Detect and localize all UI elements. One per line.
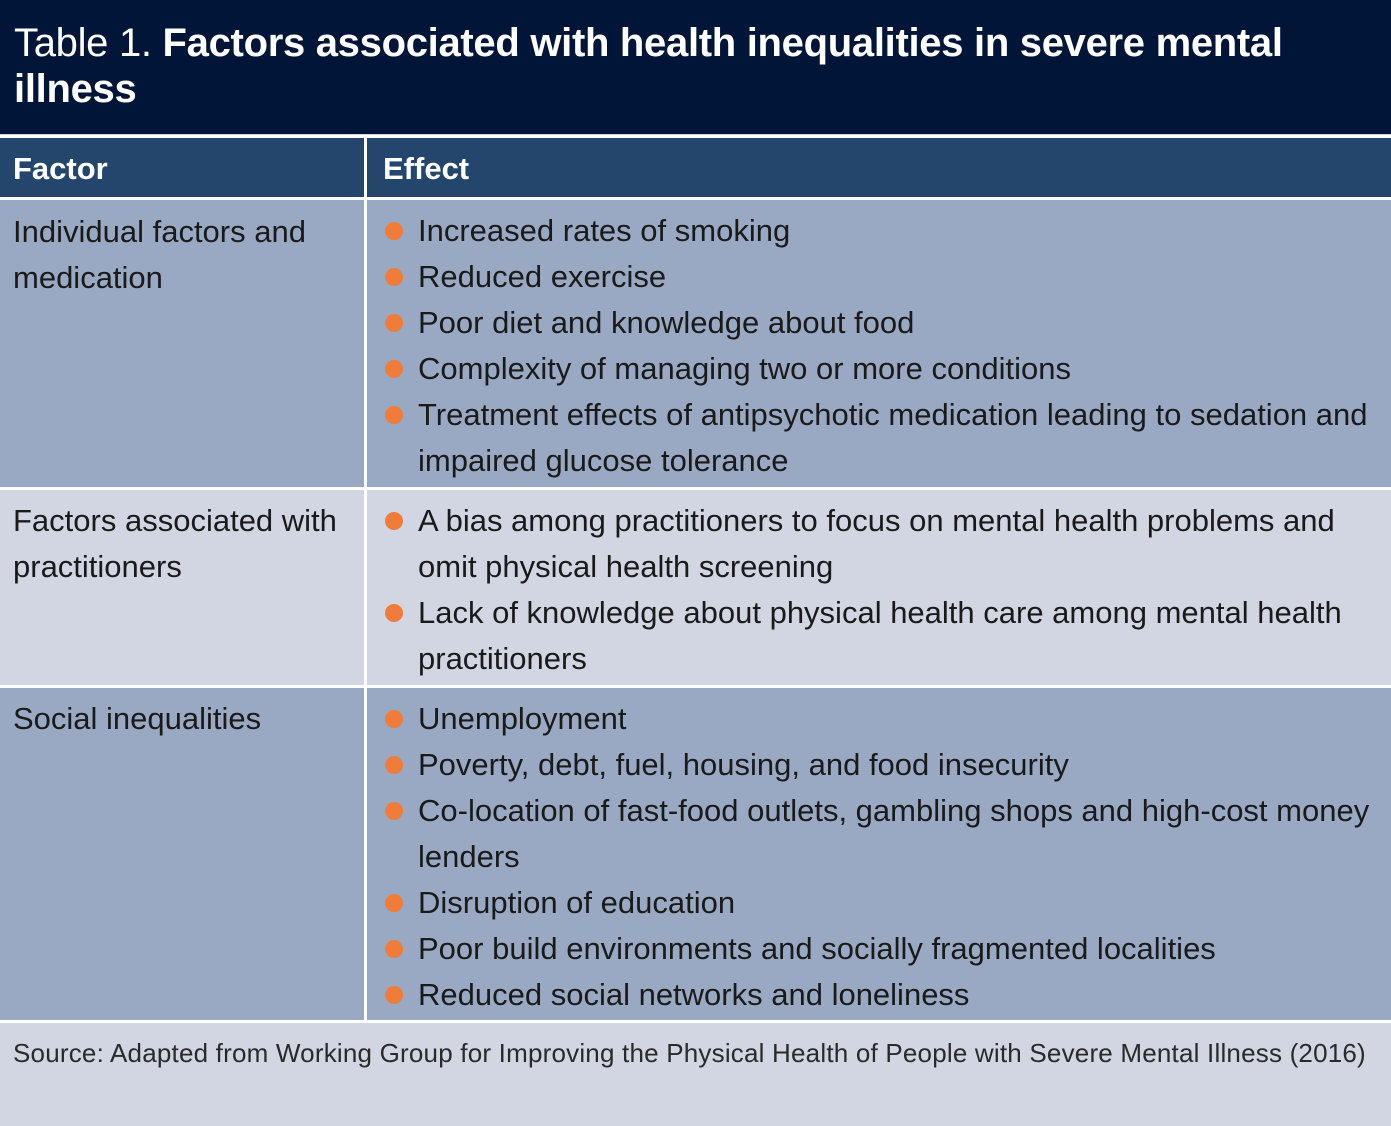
bullet-dot-icon [385,512,403,530]
list-item [383,208,1383,254]
column-header-factor: Factor [13,151,108,186]
bullet-dot-icon [385,222,403,240]
effect-text: Co-location of fast-food outlets, gambling shops and high-cost money lenders [418,793,1370,874]
column-divider [364,138,367,1020]
effect-text: Lack of knowledge about physical health care among mental health practitioners [418,595,1342,676]
effect-text: Poor build environments and socially fragmented localities [418,931,1216,966]
bullet-dot-icon [385,710,403,728]
column-header-effect: Effect [383,151,470,186]
bullet-dot-icon [385,604,403,622]
list-item [383,696,1383,742]
table-row [0,200,1391,487]
list-item [383,254,1383,300]
list-item [383,498,1383,590]
source-note: Source: Adapted from Working Group for Improving the Physical Health of People with Severe Mental Illness (2016) [13,1038,1366,1068]
effect-list [383,208,1383,484]
table-title [0,0,1391,134]
factor-cell: Social inequalities [13,701,262,736]
effect-text: A bias among practitioners to focus on mental health problems and omit physical health screening [418,503,1335,584]
effect-text: Poverty, debt, fuel, housing, and food insecurity [418,747,1069,782]
effect-text: Reduced exercise [418,259,667,294]
list-item [383,742,1383,788]
bullet-dot-icon [385,756,403,774]
bullet-dot-icon [385,894,403,912]
bullet-dot-icon [385,940,403,958]
list-item [383,788,1383,880]
bullet-dot-icon [385,986,403,1004]
bullet-dot-icon [385,268,403,286]
bullet-dot-icon [385,314,403,332]
bullet-dot-icon [385,406,403,424]
factor-cell: Factors associated with practitioners [13,503,337,584]
effect-text: Complexity of managing two or more conditions [418,351,1072,386]
bullet-dot-icon [385,360,403,378]
effect-text: Disruption of education [418,885,736,920]
list-item [383,590,1383,682]
effect-text: Treatment effects of antipsychotic medication leading to sedation and impaired glucose tolerance [418,397,1368,478]
list-item [383,300,1383,346]
list-item [383,972,1383,1018]
effect-text: Increased rates of smoking [418,213,791,248]
divider [0,1020,1391,1023]
table-header-row [0,138,1391,197]
effect-list [383,696,1383,1018]
effect-text: Reduced social networks and loneliness [418,977,970,1012]
table-number: Table 1. [14,21,152,65]
list-item [383,926,1383,972]
table-row [0,490,1391,685]
list-item [383,392,1383,484]
list-item [383,346,1383,392]
list-item [383,880,1383,926]
table-caption: Factors associated with health inequalities in severe mental illness [14,21,1283,111]
effect-text: Poor diet and knowledge about food [418,305,915,340]
table-row [0,688,1391,1020]
bullet-dot-icon [385,802,403,820]
factor-cell: Individual factors and medication [13,214,306,295]
effect-list [383,498,1383,682]
effect-text: Unemployment [418,701,627,736]
